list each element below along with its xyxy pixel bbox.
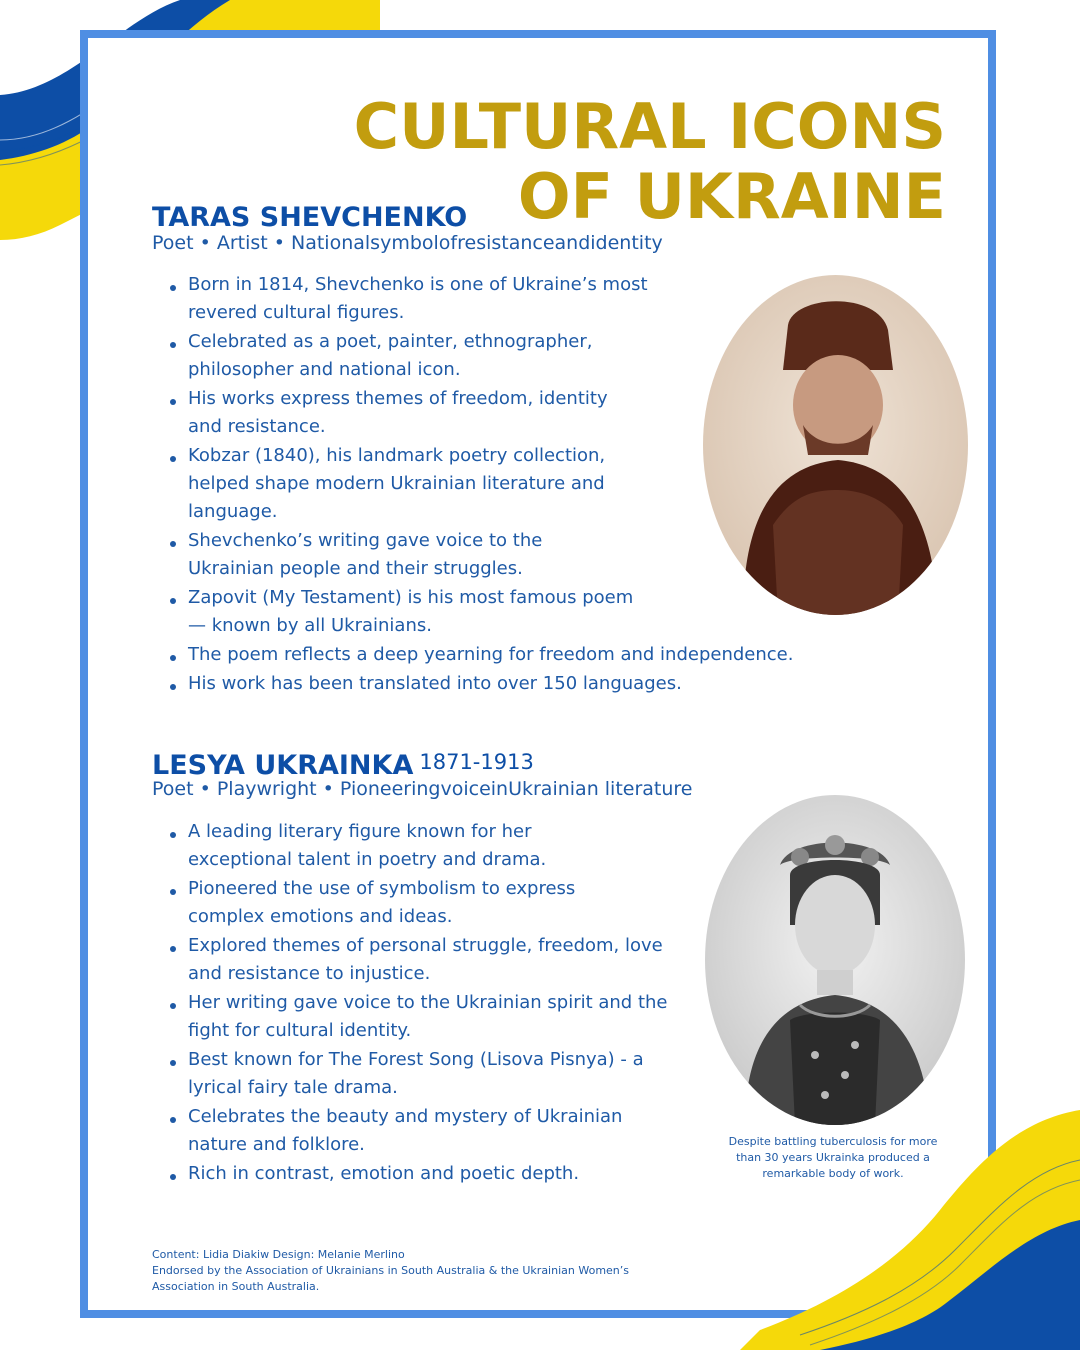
credits-line-2: Endorsed by the Association of Ukrainians in South Australia & the Ukrainian Women’s Association in South Australia. bbox=[152, 1264, 629, 1293]
shevchenko-subtitle: Poet • Artist • Nationalsymbolofresistanceandidentity bbox=[152, 232, 663, 254]
credits-line-1: Content: Lidia Diakiw Design: Melanie Merlino bbox=[152, 1248, 405, 1261]
ukrainka-portrait-image bbox=[705, 795, 965, 1125]
ukrainka-name: LESYA UKRAINKA 1871-1913 bbox=[152, 750, 534, 781]
list-item: A leading literary figure known for her exceptional talent in poetry and drama. bbox=[168, 818, 608, 874]
list-item: Explored themes of personal struggle, freedom, love and resistance to injustice. bbox=[168, 932, 678, 988]
shevchenko-name: TARAS SHEVCHENKO bbox=[152, 202, 468, 233]
list-item: Best known for The Forest Song (Lisova Pisnya) - a lyrical fairy tale drama. bbox=[168, 1046, 688, 1102]
shevchenko-portrait-image bbox=[703, 275, 968, 615]
list-item: Celebrated as a poet, painter, ethnographer, philosopher and national icon. bbox=[168, 328, 648, 384]
ukrainka-years: 1871-1913 bbox=[419, 750, 534, 774]
list-item: Kobzar (1840), his landmark poetry collection, helped shape modern Ukrainian literature and language. bbox=[168, 442, 648, 526]
list-item: Shevchenko’s writing gave voice to the Ukrainian people and their struggles. bbox=[168, 527, 608, 583]
list-item: Her writing gave voice to the Ukrainian spirit and the fight for cultural identity. bbox=[168, 989, 688, 1045]
ukrainka-facts bbox=[168, 818, 668, 1189]
list-item: Zapovit (My Testament) is his most famous poem — known by all Ukrainians. bbox=[168, 584, 648, 640]
shevchenko-facts bbox=[168, 271, 794, 699]
list-item: Pioneered the use of symbolism to express complex emotions and ideas. bbox=[168, 875, 648, 931]
list-item: His works express themes of freedom, identity and resistance. bbox=[168, 385, 608, 441]
ukrainka-portrait bbox=[705, 795, 965, 1125]
list-item: The poem reflects a deep yearning for freedom and independence. bbox=[168, 641, 908, 669]
page-title: CULTURAL ICONS OF UKRAINE bbox=[353, 90, 946, 233]
ukrainka-caption: Despite battling tuberculosis for more than 30 years Ukrainka produced a remarkable body of work. bbox=[728, 1135, 938, 1180]
list-item: Celebrates the beauty and mystery of Ukrainian nature and folklore. bbox=[168, 1103, 678, 1159]
ukrainka-subtitle: Poet • Playwright • PioneeringvoiceinUkrainian literature bbox=[152, 778, 693, 800]
credits bbox=[152, 1247, 672, 1295]
list-item: His work has been translated into over 150 languages. bbox=[168, 670, 908, 698]
shevchenko-portrait bbox=[703, 275, 968, 615]
list-item: Born in 1814, Shevchenko is one of Ukraine’s most revered cultural figures. bbox=[168, 271, 648, 327]
list-item: Rich in contrast, emotion and poetic depth. bbox=[168, 1160, 688, 1188]
